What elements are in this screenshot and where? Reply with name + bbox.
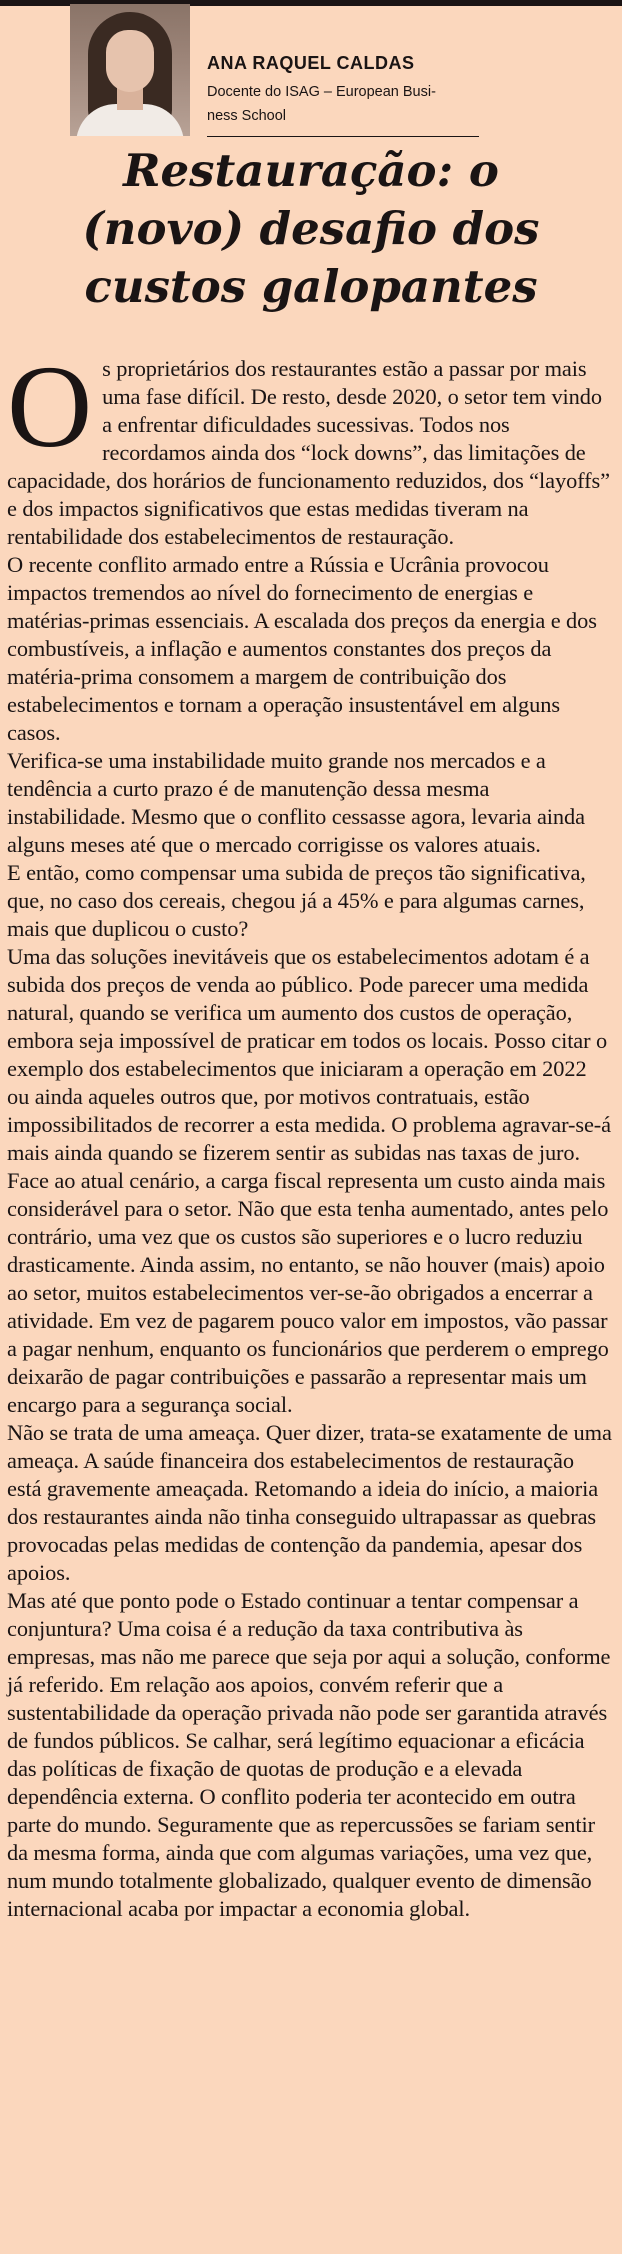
lead-text: s proprietários dos restaurantes estão a passar por mais uma fase difícil. De resto, desde 2020, o setor tem vindo a enfrentar dificuldades sucessivas. Todos nos recordamos ainda dos “lock downs”, das limitações de capacidade, dos horários de funcionamento reduzidos, dos “layoffs” e dos impactos significativos que estas medidas tiveram na rentabilidade dos estabelecimentos de restauração. (7, 356, 610, 549)
article-paragraph: Não se trata de uma ameaça. Quer dizer, trata-se exatamente de uma ameaça. A saúde financeira dos estabelecimentos de restauração está gravemente ameaçada. Retomando a ideia do início, a maioria dos restaurantes ainda não tinha conseguido ultrapassar as quebras provocadas pelas medidas de contenção da pandemia, apesar dos apoios. (7, 1420, 612, 1585)
article-headline: Restauração: o (novo) desafio dos custos galopantes (82, 144, 540, 313)
author-block (207, 52, 487, 128)
article-paragraph: O recente conflito armado entre a Rússia e Ucrânia provocou impactos tremendos ao nível do fornecimento de energias e matérias-primas essenciais. A escalada dos preços da energia e dos combustíveis, a inflação e aumentos constantes dos preços da matéria-prima consomem a margem de contribuição dos estabelecimentos e tornam a operação insustentável em alguns casos. (7, 552, 597, 745)
author-photo (70, 4, 190, 136)
article-paragraph: Mas até que ponto pode o Estado continuar a tentar compensar a conjuntura? Uma coisa é a redução da taxa contributiva às empresas, mas não me parece que seja por aqui a solução, conforme já referido. Em relação aos apoios, convém referir que a sustentabilidade da operação privada não pode ser garantida através de fundos públicos. Se calhar, será legítimo equacionar a eficácia das políticas de fixação de quotas de produção e a elevada dependência externa. O conflito poderia ter acontecido em outra parte do mundo. Seguramente que as repercussões se fariam sentir da mesma forma, ainda que com algumas variações, uma vez que, num mundo totalmente globalizado, qualquer evento de dimensão internacional acaba por impactar a economia global. (7, 1588, 611, 1921)
article-paragraph: E então, como compensar uma subida de preços tão significativa, que, no caso dos cereais, chegou já a 45% e para algumas carnes, mais que duplicou o custo? (7, 860, 586, 941)
article-paragraph: Verifica-se uma instabilidade muito grande nos mercados e a tendência a curto prazo é de manutenção dessa mesma instabilidade. Mesmo que o conflito cessasse agora, levaria ainda alguns meses até que o mercado corrigisse os valores atuais. (7, 748, 585, 857)
article-body (7, 341, 613, 1923)
author-name: ANA RAQUEL CALDAS (207, 53, 415, 73)
author-divider (207, 136, 479, 137)
drop-cap: O (7, 341, 93, 472)
article-paragraph-lead (7, 341, 613, 551)
author-role (207, 80, 487, 128)
author-role-line-1: Docente do ISAG – European Busi- (207, 84, 436, 100)
article-paragraph: Face ao atual cenário, a carga fiscal representa um custo ainda mais considerável para o setor. Não que esta tenha aumentado, antes pelo contrário, uma vez que os custos são superiores e o lucro reduziu drasticamente. Ainda assim, no entanto, se não houver (mais) apoio ao setor, muitos estabelecimentos ver-se-ão obrigados a encerrar a atividade. Em vez de pagarem pouco valor em impostos, vão passar a pagar nenhum, enquanto os funcionários que perderem o emprego deixarão de pagar contribuições e passarão a representar mais um encargo para a segurança social. (7, 1168, 609, 1417)
author-role-line-2: ness School (207, 108, 286, 124)
article-paragraph: Uma das soluções inevitáveis que os estabelecimentos adotam é a subida dos preços de venda ao público. Pode parecer uma medida natural, quando se verifica um aumento dos custos de operação, embora seja impossível de praticar em todos os locais. Posso citar o exemplo dos estabelecimentos que iniciaram a operação em 2022 ou ainda aqueles outros que, por motivos contratuais, estão impossibilitados de recorrer a esta medida. O problema agravar-se-á mais ainda quando se fizerem sentir as subidas nas taxas de juro. (7, 944, 611, 1165)
photo-face (106, 30, 154, 92)
